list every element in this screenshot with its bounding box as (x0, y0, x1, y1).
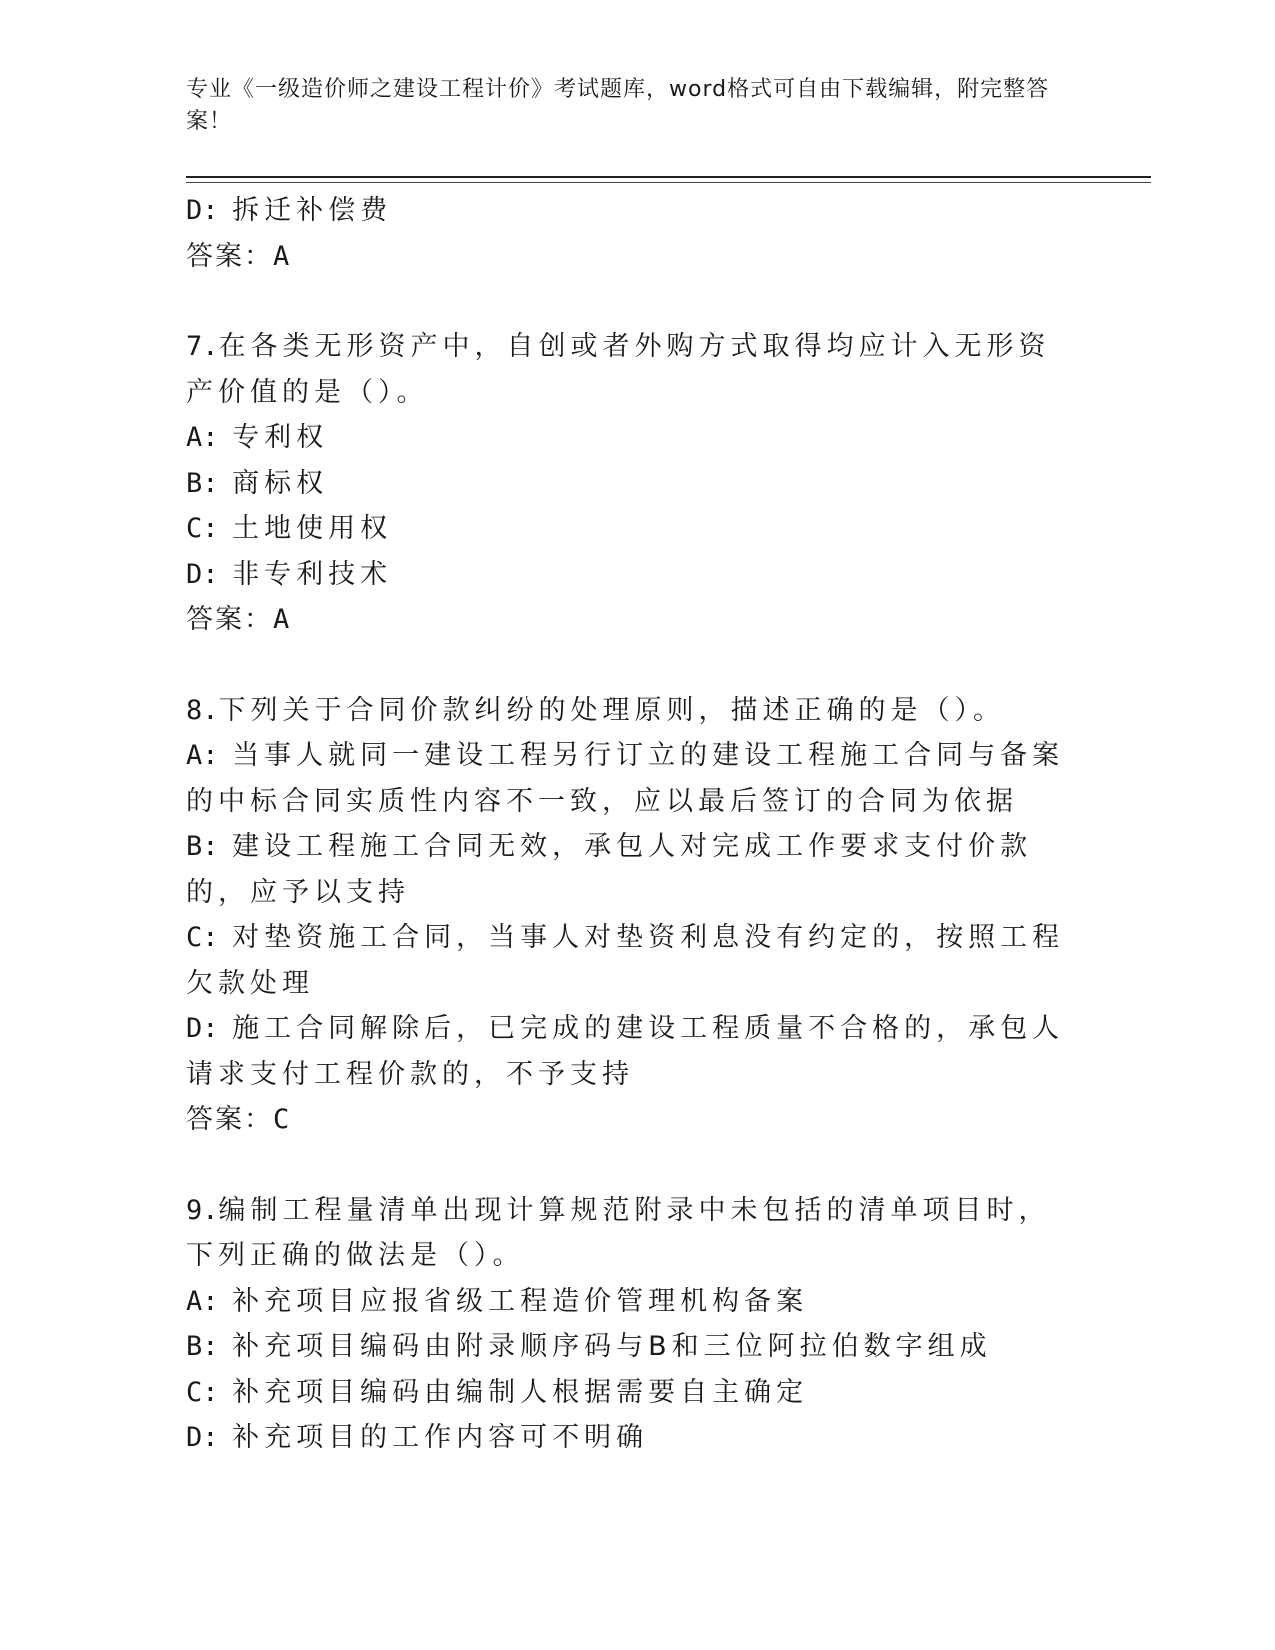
spacer (186, 279, 1066, 324)
option-label: B: (186, 467, 219, 499)
option-d (186, 1006, 1066, 1097)
option-text: 拆迁补偿费 (232, 195, 393, 226)
question-text: 下列关于合同价款纠纷的处理原则，描述正确的是（）。 (218, 694, 1006, 726)
option-text: 补充项目的工作内容可不明确 (232, 1422, 649, 1453)
question-stem (186, 1188, 1066, 1279)
spacer (186, 1143, 1066, 1188)
option-label: A: (186, 1285, 219, 1317)
option-text: 非专利技术 (232, 558, 393, 590)
answer-line (186, 1097, 1066, 1143)
question-text: 在各类无形资产中，自创或者外购方式取得均应计入无形资产价值的是（）。 (186, 331, 1051, 408)
option-text: 补充项目应报省级工程造价管理机构备案 (232, 1285, 809, 1317)
question-9 (186, 1188, 1066, 1461)
header-divider-thick (186, 176, 1151, 178)
option-label: C: (186, 513, 219, 544)
option-b (186, 461, 1066, 507)
option-text: 土地使用权 (232, 513, 393, 544)
option-text: 商标权 (232, 467, 329, 499)
option-text: 施工合同解除后，已完成的建设工程质量不合格的，承包人请求支付工程价款的，不予支持 (186, 1013, 1065, 1090)
option-a (186, 1279, 1066, 1325)
option-label: D: (186, 1422, 219, 1453)
option-a (186, 733, 1066, 824)
page-header (186, 74, 1066, 138)
answer-line (186, 597, 1066, 643)
option-c (186, 506, 1066, 552)
option-text: 建设工程施工合同无效，承包人对完成工作要求支付价款的，应予以支持 (186, 831, 1033, 908)
question-8 (186, 688, 1066, 1143)
option-d (186, 1415, 1066, 1461)
question-stem (186, 688, 1066, 734)
question-number: 7. (186, 331, 219, 362)
option-c (186, 1370, 1066, 1416)
question-7 (186, 324, 1066, 643)
option-label: D: (186, 558, 219, 590)
option-c (186, 915, 1066, 1006)
option-b (186, 824, 1066, 915)
option-label: C: (186, 1376, 219, 1408)
answer-label: 答案： (186, 240, 273, 272)
answer-label: 答案： (186, 1104, 273, 1135)
option-text: 补充项目编码由附录顺序码与B和三位阿拉伯数字组成 (232, 1331, 992, 1362)
option-label: A: (186, 422, 219, 453)
option-b (186, 1324, 1066, 1370)
question-text: 编制工程量清单出现计算规范附录中未包括的清单项目时，下列正确的做法是（）。 (186, 1194, 1051, 1271)
answer-value: C (273, 1104, 290, 1135)
answer-value: A (273, 604, 290, 635)
option-label: B: (186, 831, 219, 862)
answer-label: 答案： (186, 604, 273, 635)
header-text: 专业《一级造价师之建设工程计价》考试题库，word格式可自由下载编辑，附完整答案！ (186, 77, 1050, 134)
option-text: 当事人就同一建设工程另行订立的建设工程施工合同与备案的中标合同实质性内容不一致，应以最后签订的合同为依据 (186, 740, 1065, 817)
answer-line (186, 234, 1066, 280)
option-label: A: (186, 740, 219, 771)
answer-value: A (273, 240, 290, 272)
option-label: D: (186, 195, 219, 226)
option-a (186, 415, 1066, 461)
option-label: D: (186, 1013, 219, 1044)
option-label: B: (186, 1331, 219, 1362)
document-body (186, 188, 1066, 1461)
option-text: 专利权 (232, 422, 329, 453)
question-stem (186, 324, 1066, 415)
option-d (186, 552, 1066, 598)
option-text: 对垫资施工合同，当事人对垫资利息没有约定的，按照工程欠款处理 (186, 922, 1065, 999)
option-label: C: (186, 922, 219, 953)
option-d (186, 188, 1066, 234)
question-number: 8. (186, 694, 219, 726)
option-text: 补充项目编码由编制人根据需要自主确定 (232, 1376, 809, 1408)
spacer (186, 643, 1066, 688)
question-number: 9. (186, 1194, 219, 1226)
header-divider-thin (186, 182, 1151, 183)
